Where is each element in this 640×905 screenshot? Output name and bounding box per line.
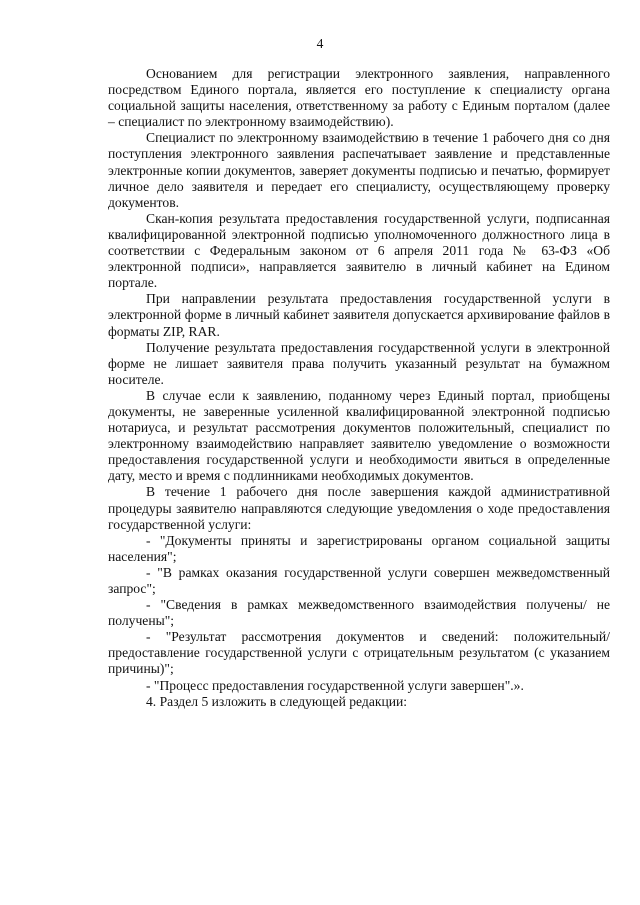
page-number: 4 bbox=[316, 36, 324, 51]
paragraph-paper-copy-right: Получение результата предоставления государственной услуги в электронной форме не лишает заявителя права получить указанный результат на бумажном носителе. bbox=[108, 339, 610, 387]
paragraph-notifications-intro: В течение 1 рабочего дня после завершения каждой административной процедуры заявителю направляются следующие уведомления о ходе предоставления государственной услуги: bbox=[108, 484, 610, 532]
paragraph-archiving: При направлении результата предоставления государственной услуги в электронной форме в личный кабинет заявителя допускается архивирование файлов в форматы ZIP, RAR. bbox=[108, 291, 610, 339]
notification-item: - "Документы приняты и зарегистрированы органом социальной защиты населения"; bbox=[108, 532, 610, 564]
paragraph-section-5-heading: 4. Раздел 5 изложить в следующей редакции: bbox=[146, 693, 408, 709]
notification-item: - "Сведения в рамках межведомственного взаимодействия получены/ не получены"; bbox=[108, 597, 610, 629]
notification-item: - "Результат рассмотрения документов и сведений: положительный/ предоставление государственной услуги с отрицательным результатом (с указанием причины)"; bbox=[108, 629, 610, 677]
paragraph-scan-copy-result: Скан-копия результата предоставления государственной услуги, подписанная квалифицированной электронной подписью уполномоченного должностного лица в соответствии с Федеральным законом от 6 апреля 2011 года № 63-ФЗ «Об электронной подписи», направляется заявителю в личный кабинет на Едином портале. bbox=[108, 210, 610, 291]
paragraph-registration-basis: Основанием для регистрации электронного заявления, направленного посредством Единого портала, является его поступление к специалисту органа социальной защиты населения, ответственному за работу с Единым порталом (далее – специалист по электронному взаимодействию). bbox=[108, 66, 610, 130]
paragraph-specialist-processing: Специалист по электронному взаимодействию в течение 1 рабочего дня со дня поступления электронного заявления распечатывает заявление и представленные электронные копии документов, заверяет документы подписью и печатью, формирует личное дело заявителя и передает его специалисту, осуществляющему проверку документов. bbox=[108, 130, 610, 210]
notification-item: - "В рамках оказания государственной услуги совершен межведомственный запрос"; bbox=[108, 564, 610, 596]
paragraph-unverified-documents: В случае если к заявлению, поданному через Единый портал, приобщены документы, не заверенные усиленной квалифицированной электронной подписью нотариуса, и результат рассмотрения документов положительный, специалист по электронному взаимодействию направляет заявителю уведомление о возможности предоставления государственной услуги и необходимости явиться в определенные дату, место и время с подлинниками необходимых документов. bbox=[108, 387, 610, 484]
document-body bbox=[108, 66, 610, 710]
notification-item: - "Процесс предоставления государственной услуги завершен".». bbox=[146, 677, 524, 693]
